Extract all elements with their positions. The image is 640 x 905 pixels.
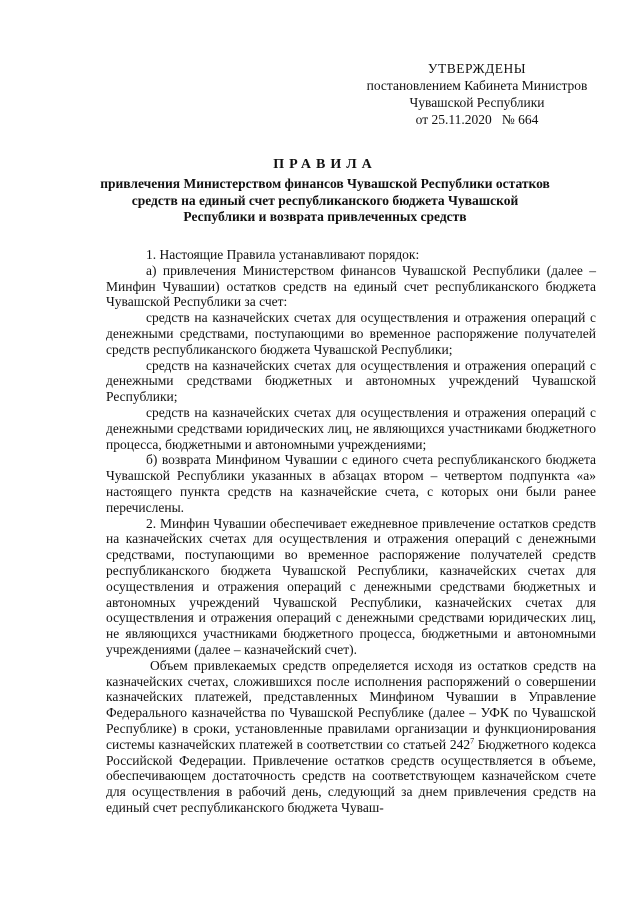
approval-line: постановлением Кабинета Министров — [366, 78, 588, 93]
paragraph: средств на казначейских счетах для осуществления и отражения операций с денежными средствами бюджетных и автономных учреждений Чувашской Республики; — [106, 357, 596, 405]
paragraph: а) привлечения Министерством финансов Чувашской Республики (далее – Минфин Чувашии) остатков средств на единый счет республиканского бюджета Чувашской Республики за счет: — [106, 262, 596, 310]
document-body — [106, 247, 596, 816]
paragraph-text: Объем привлекаемых средств определяется исходя из остатков средств на казначейских счетах, сложившихся после исполнения распоряжений о совершении казначейских платежей, представленных Минфином Чувашии в Управление Федерального казначейства по Чувашской Республике (далее – УФК по Чувашской Республике) в сроки, установленные правилами организации и функционирования системы казначейских платежей в соответствии со статьей 242 — [106, 657, 596, 752]
paragraph — [106, 658, 596, 816]
paragraph: 2. Минфин Чувашии обеспечивает ежедневное привлечение остатков средств на казначейских счетах для осуществления и отражения операций с денежными средствами, поступающими во временное распоряжение получателей средств республиканского бюджета Чувашской Республики, казначейских счетах для осуществления и отражения операций с денежными средствами бюджетных и автономных учреждений Чувашской Республики, казначейских счетах для осуществления и отражения операций с денежными средствами юридических лиц, не являющихся участниками бюджетного процесса, бюджетными и автономными учреждениями (далее – казначейский счет). — [106, 515, 596, 657]
paragraph: 1. Настоящие Правила устанавливают порядок: — [146, 247, 420, 262]
approval-title: УТВЕРЖДЕНЫ — [427, 61, 527, 76]
document-subtitle: привлечения Министерством финансов Чувашской Республики остатков средств на единый счет республиканского бюджета Чувашской Республики и возврата привлеченных средств — [100, 176, 550, 224]
paragraph: б) возврата Минфином Чувашии с единого счета республиканского бюджета Чувашской Республики указанных в абзацах втором – четвертом подпункта «а» настоящего пункта средств на казначейские счета, с которых они были ранее перечислены. — [106, 452, 596, 515]
paragraph: средств на казначейских счетах для осуществления и отражения операций с денежными средствами юридических лиц, не являющихся участниками бюджетного процесса, бюджетными и автономными учреждениями; — [106, 404, 596, 452]
document-title: ПРАВИЛА — [273, 157, 377, 172]
paragraph: средств на казначейских счетах для осуществления и отражения операций с денежными средствами, поступающими во временное распоряжение получателей средств республиканского бюджета Чувашской Республики; — [106, 310, 596, 357]
approval-line: Чувашской Республики — [409, 95, 545, 110]
approval-date: от 25.11.2020 № 664 — [415, 112, 539, 127]
superscript: 7 — [470, 736, 475, 746]
paragraph-text: Бюджетного кодекса Российской Федерации. Привлечение остатков средств осуществляется в объеме, обеспечивающем достаточность средств на соответствующем казначейском счете для осуществления в рабочий день, следующий за днем привлечения средств на единый счет республиканского бюджета Чуваш- — [106, 736, 596, 815]
document-heading — [100, 156, 550, 226]
approval-stamp — [352, 60, 602, 128]
